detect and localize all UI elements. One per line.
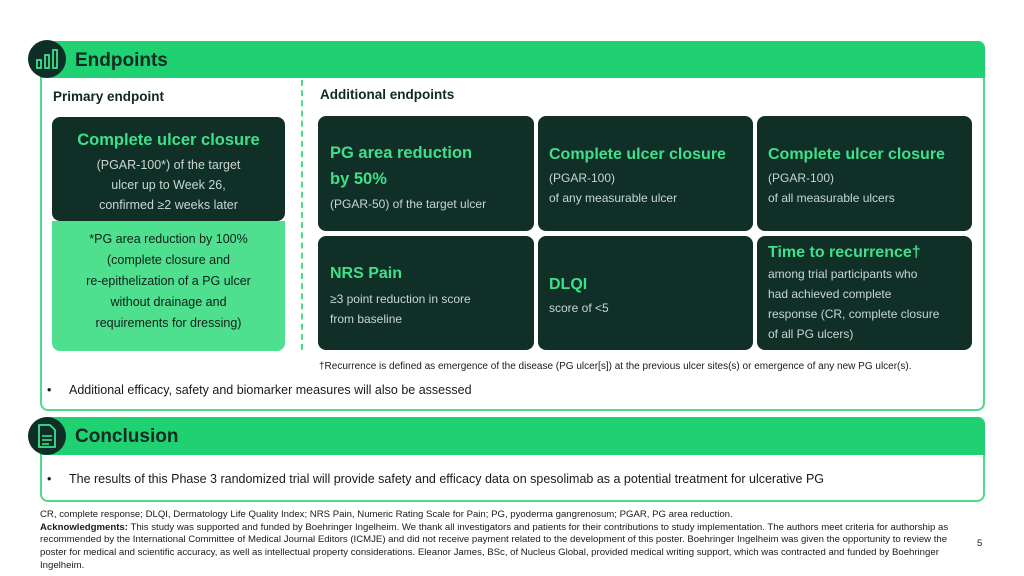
page-number: 5 [977, 538, 983, 549]
primary-card-line: confirmed ≥2 weeks later [99, 198, 238, 212]
document-icon [28, 417, 66, 455]
card-text: score of <5 [549, 301, 609, 315]
card-text: had achieved complete [768, 287, 892, 301]
endpoint-card-nrs-pain [318, 236, 534, 350]
endpoints-bullet [47, 383, 472, 397]
card-title: DLQI [549, 276, 588, 293]
card-text: response (CR, complete closure [768, 307, 940, 321]
footnote-line: re-epithelization of a PG ulcer [86, 274, 251, 288]
card-text: of all PG ulcers) [768, 327, 854, 341]
card-title: Complete ulcer closure [549, 146, 726, 163]
card-title: PG area reduction [330, 144, 473, 162]
bar-chart-icon [28, 40, 66, 78]
primary-card-title: Complete ulcer closure [77, 131, 260, 149]
conclusion-banner [40, 417, 985, 455]
endpoints-banner [40, 41, 985, 78]
endpoint-card-all-ulcers [757, 116, 972, 231]
section-divider [301, 80, 303, 350]
bullet-dot: • [47, 383, 52, 397]
bullet-text: Additional efficacy, safety and biomarker measures will also be assessed [69, 383, 472, 397]
primary-endpoint-card [52, 117, 285, 221]
conclusion-bullet [47, 472, 824, 486]
endpoint-card-any-ulcer [538, 116, 753, 231]
card-title: NRS Pain [330, 265, 403, 282]
card-text: from baseline [330, 312, 403, 326]
footnote-line: without drainage and [110, 295, 227, 309]
bullet-dot: • [47, 472, 52, 486]
abbreviations: CR, complete response; DLQI, Dermatology Life Quality Index; NRS Pain, Numeric Rating Scale for Pain; PG, pyoderma gangrenosum; PGAR, PG area reduction. [40, 509, 733, 520]
card-text: (PGAR-50) of the target ulcer [330, 197, 487, 211]
primary-card-line: (PGAR-100*) of the target [96, 158, 241, 172]
bullet-text: The results of this Phase 3 randomized trial will provide safety and efficacy data on spesolimab as a potential treatment for ulcerative PG [69, 472, 825, 486]
footnote-line: *PG area reduction by 100% [89, 232, 248, 246]
card-text: (PGAR-100) [549, 171, 616, 185]
endpoints-title: Endpoints [75, 50, 168, 71]
endpoint-card-pgar50 [318, 116, 534, 231]
primary-endpoint-heading: Primary endpoint [53, 89, 165, 104]
footer-notes [40, 509, 970, 573]
card-text: of all measurable ulcers [768, 191, 895, 205]
card-title: by 50% [330, 170, 387, 188]
recurrence-footnote: †Recurrence is defined as emergence of the disease (PG ulcer[s]) at the previous ulcer sites(s) or emergence of any new PG ulcer(s). [319, 361, 912, 372]
ack-label: Acknowledgments: [40, 521, 128, 533]
ack-text: This study was supported and funded by Boehringer Ingelheim. We thank all investigators and patients for their contributions to study implementation. The authors meet criteria for authorship as recommended by the International Committee of Medical Journal Editors (ICMJE) and did not receive payment related to the development of this poster. Boehringer Ingelheim was given the opportunity to review the poster for medical and scientific accuracy, as well as intellectual property considerations. Eleanor James, BSc, of Nucleus Global, provided medical writing support, which was contracted and funded by Boehringer Ingelheim. [40, 521, 949, 571]
acknowledgments [40, 522, 970, 573]
endpoint-card-recurrence [757, 236, 972, 350]
footnote-line: requirements for dressing) [95, 316, 242, 330]
card-title: Time to recurrence† [768, 244, 921, 261]
card-text: (PGAR-100) [768, 171, 835, 185]
conclusion-title: Conclusion [75, 426, 179, 447]
primary-footnote-box [52, 221, 285, 351]
card-text: ≥3 point reduction in score [330, 292, 471, 306]
card-text: of any measurable ulcer [549, 191, 678, 205]
card-title: Complete ulcer closure [768, 146, 945, 163]
primary-card-line: ulcer up to Week 26, [111, 178, 226, 192]
endpoint-card-dlqi [538, 236, 753, 350]
additional-endpoints-heading: Additional endpoints [320, 87, 455, 102]
footnote-line: (complete closure and [107, 253, 230, 267]
card-text: among trial participants who [768, 267, 918, 281]
